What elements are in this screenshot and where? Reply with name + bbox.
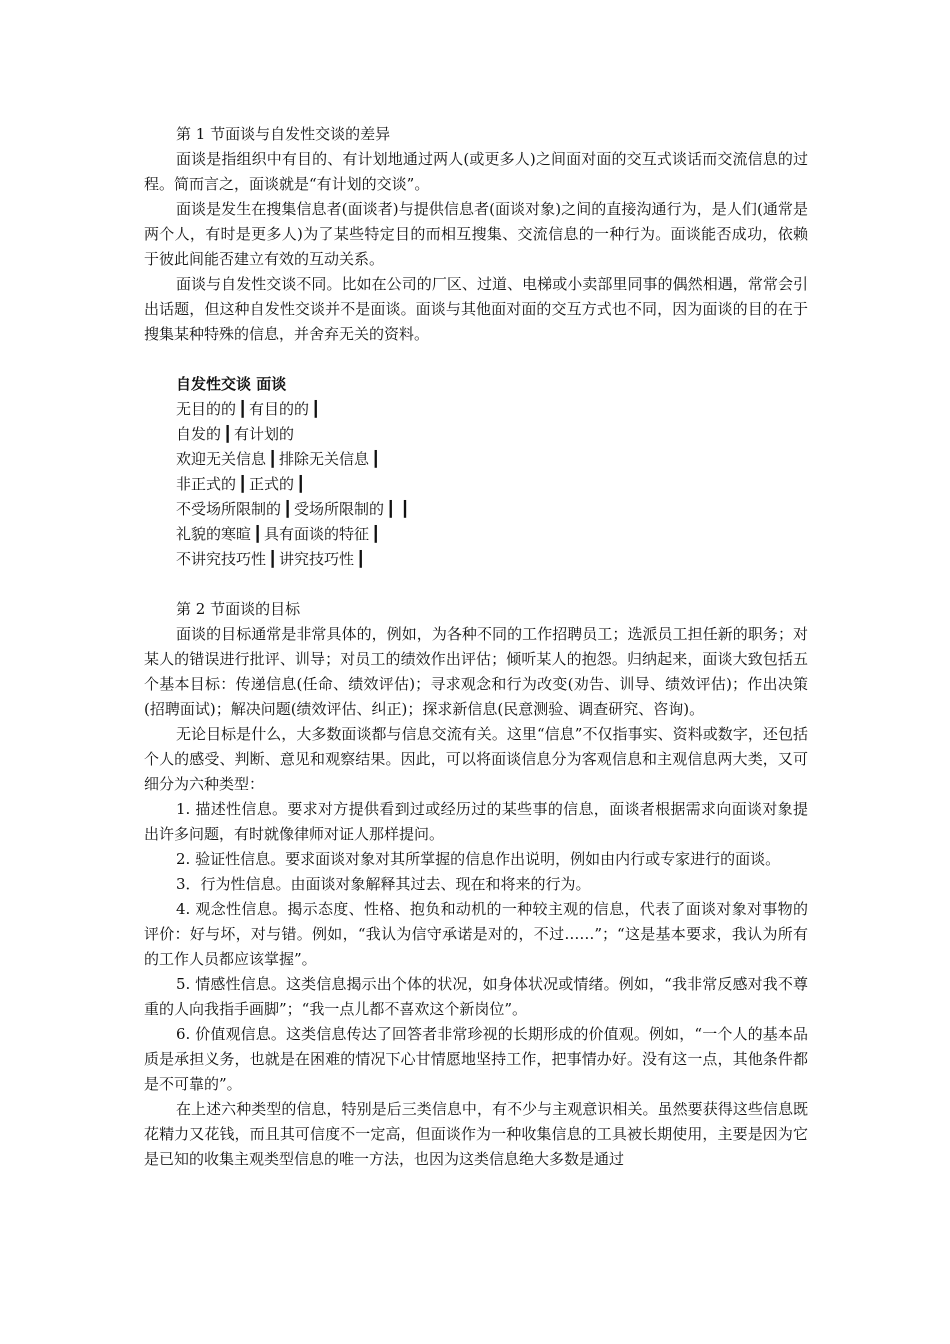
comparison-right-cell: 有目的的 xyxy=(249,400,310,418)
section-2-title: 第 2 节面谈的目标 xyxy=(176,600,301,618)
comparison-row xyxy=(144,397,808,422)
comparison-row xyxy=(144,472,808,497)
document-body xyxy=(144,122,808,1172)
row-trailing-divider: ┃ xyxy=(371,450,381,468)
section-1-paragraph: 面谈是发生在搜集信息者(面谈者)与提供信息者(面谈对象)之间的直接沟通行为，是人们(通常是两个人，有时是更多人)为了某些特定目的而相互搜集、交流信息的一种行为。面谈能否成功，依赖于彼此间能否建立有效的互动关系。 xyxy=(144,200,808,268)
section-1-paragraph: 面谈与自发性交谈不同。比如在公司的厂区、过道、电梯或小卖部里同事的偶然相遇，常常会引出话题，但这种自发性交谈并不是面谈。面谈与其他面对面的交互方式也不同，因为面谈的目的在于搜集某种特殊的信息，并舍弃无关的资料。 xyxy=(144,275,808,343)
comparison-row xyxy=(144,547,808,572)
comparison-right-cell: 排除无关信息 xyxy=(279,450,370,468)
section-1-title: 第 1 节面谈与自发性交谈的差异 xyxy=(176,125,391,143)
comparison-left-cell: 自发的 xyxy=(176,425,222,443)
comparison-left-cell: 无目的的 xyxy=(176,400,237,418)
column-divider: ┃ xyxy=(238,400,248,418)
comparison-row xyxy=(144,422,808,447)
comparison-left-cell: 非正式的 xyxy=(176,475,237,493)
comparison-row xyxy=(144,522,808,547)
column-divider: ┃ xyxy=(268,550,278,568)
info-type-item: 1. 描述性信息。要求对方提供看到过或经历过的某些事的信息，面谈者根据需求向面谈对象提出许多问题，有时就像律师对证人那样提问。 xyxy=(144,800,808,843)
row-trailing-divider: ┃ xyxy=(296,475,306,493)
column-divider: ┃ xyxy=(223,425,233,443)
spacer xyxy=(144,347,808,372)
comparison-right-cell: 有计划的 xyxy=(234,425,295,443)
info-type-item: 5. 情感性信息。这类信息揭示出个体的状况，如身体状况或情绪。例如，“我非常反感对我不尊重的人向我指手画脚”；“我一点儿都不喜欢这个新岗位”。 xyxy=(144,975,808,1018)
row-trailing-divider xyxy=(294,425,298,443)
section-2-paragraph: 面谈的目标通常是非常具体的，例如，为各种不同的工作招聘员工；选派员工担任新的职务；对某人的错误进行批评、训导；对员工的绩效作出评估；倾听某人的抱怨。归纳起来，面谈大致包括五个基本目标：传递信息(任命、绩效评估)；寻求观念和行为改变(劝告、训导、绩效评估)；作出决策(招聘面试)；解决问题(绩效评估、纠正)；探求新信息(民意测验、调查研究、咨询)。 xyxy=(144,625,808,718)
comparison-row xyxy=(144,497,808,522)
section-2-paragraph: 在上述六种类型的信息，特别是后三类信息中，有不少与主观意识相关。虽然要获得这些信息既花精力又花钱，而且其可信度不一定高，但面谈作为一种收集信息的工具被长期使用，主要是因为它是已知的收集主观类型信息的唯一方法，也因为这类信息绝大多数是通过 xyxy=(144,1100,808,1168)
comparison-row xyxy=(144,447,808,472)
comparison-header: 自发性交谈 面谈 xyxy=(176,375,287,393)
row-trailing-divider: ┃ xyxy=(371,525,381,543)
section-2-paragraph: 无论目标是什么，大多数面谈都与信息交流有关。这里“信息”不仅指事实、资料或数字，还包括个人的感受、判断、意见和观察结果。因此，可以将面谈信息分为客观信息和主观信息两大类，又可细分为六种类型： xyxy=(144,725,808,793)
comparison-right-cell: 受场所限制的 xyxy=(294,500,385,518)
comparison-right-cell: 讲究技巧性 xyxy=(279,550,355,568)
column-divider: ┃ xyxy=(238,475,248,493)
info-type-item: 6. 价值观信息。这类信息传达了回答者非常珍视的长期形成的价值观。例如，“一个人的基本品质是承担义务，也就是在困难的情况下心甘情愿地坚持工作，把事情办好。没有这一点，其他条件都是不可靠的”。 xyxy=(144,1025,808,1093)
spacer xyxy=(144,572,808,597)
comparison-list xyxy=(144,372,808,572)
section-1-paragraph: 面谈是指组织中有目的、有计划地通过两人(或更多人)之间面对面的交互式谈话而交流信息的过程。简而言之，面谈就是“有计划的交谈”。 xyxy=(144,150,808,193)
info-type-item: 2. 验证性信息。要求面谈对象对其所掌握的信息作出说明，例如由内行或专家进行的面谈。 xyxy=(176,850,781,868)
column-divider: ┃ xyxy=(283,500,293,518)
comparison-right-cell: 具有面谈的特征 xyxy=(264,525,370,543)
comparison-left-cell: 不受场所限制的 xyxy=(176,500,282,518)
comparison-left-cell: 不讲究技巧性 xyxy=(176,550,267,568)
row-trailing-divider: ┃ ┃ xyxy=(386,500,410,518)
info-type-item: 3．行为性信息。由面谈对象解释其过去、现在和将来的行为。 xyxy=(176,875,591,893)
info-type-item: 4. 观念性信息。揭示态度、性格、抱负和动机的一种较主观的信息，代表了面谈对象对事物的评价：好与坏，对与错。例如，“我认为信守承诺是对的，不过……”；“这是基本要求，我认为所有的工作人员都应该掌握”。 xyxy=(144,900,808,968)
column-divider: ┃ xyxy=(268,450,278,468)
comparison-right-cell: 正式的 xyxy=(249,475,295,493)
row-trailing-divider: ┃ xyxy=(311,400,321,418)
comparison-left-cell: 礼貌的寒暄 xyxy=(176,525,252,543)
comparison-left-cell: 欢迎无关信息 xyxy=(176,450,267,468)
column-divider: ┃ xyxy=(253,525,263,543)
row-trailing-divider: ┃ xyxy=(356,550,366,568)
